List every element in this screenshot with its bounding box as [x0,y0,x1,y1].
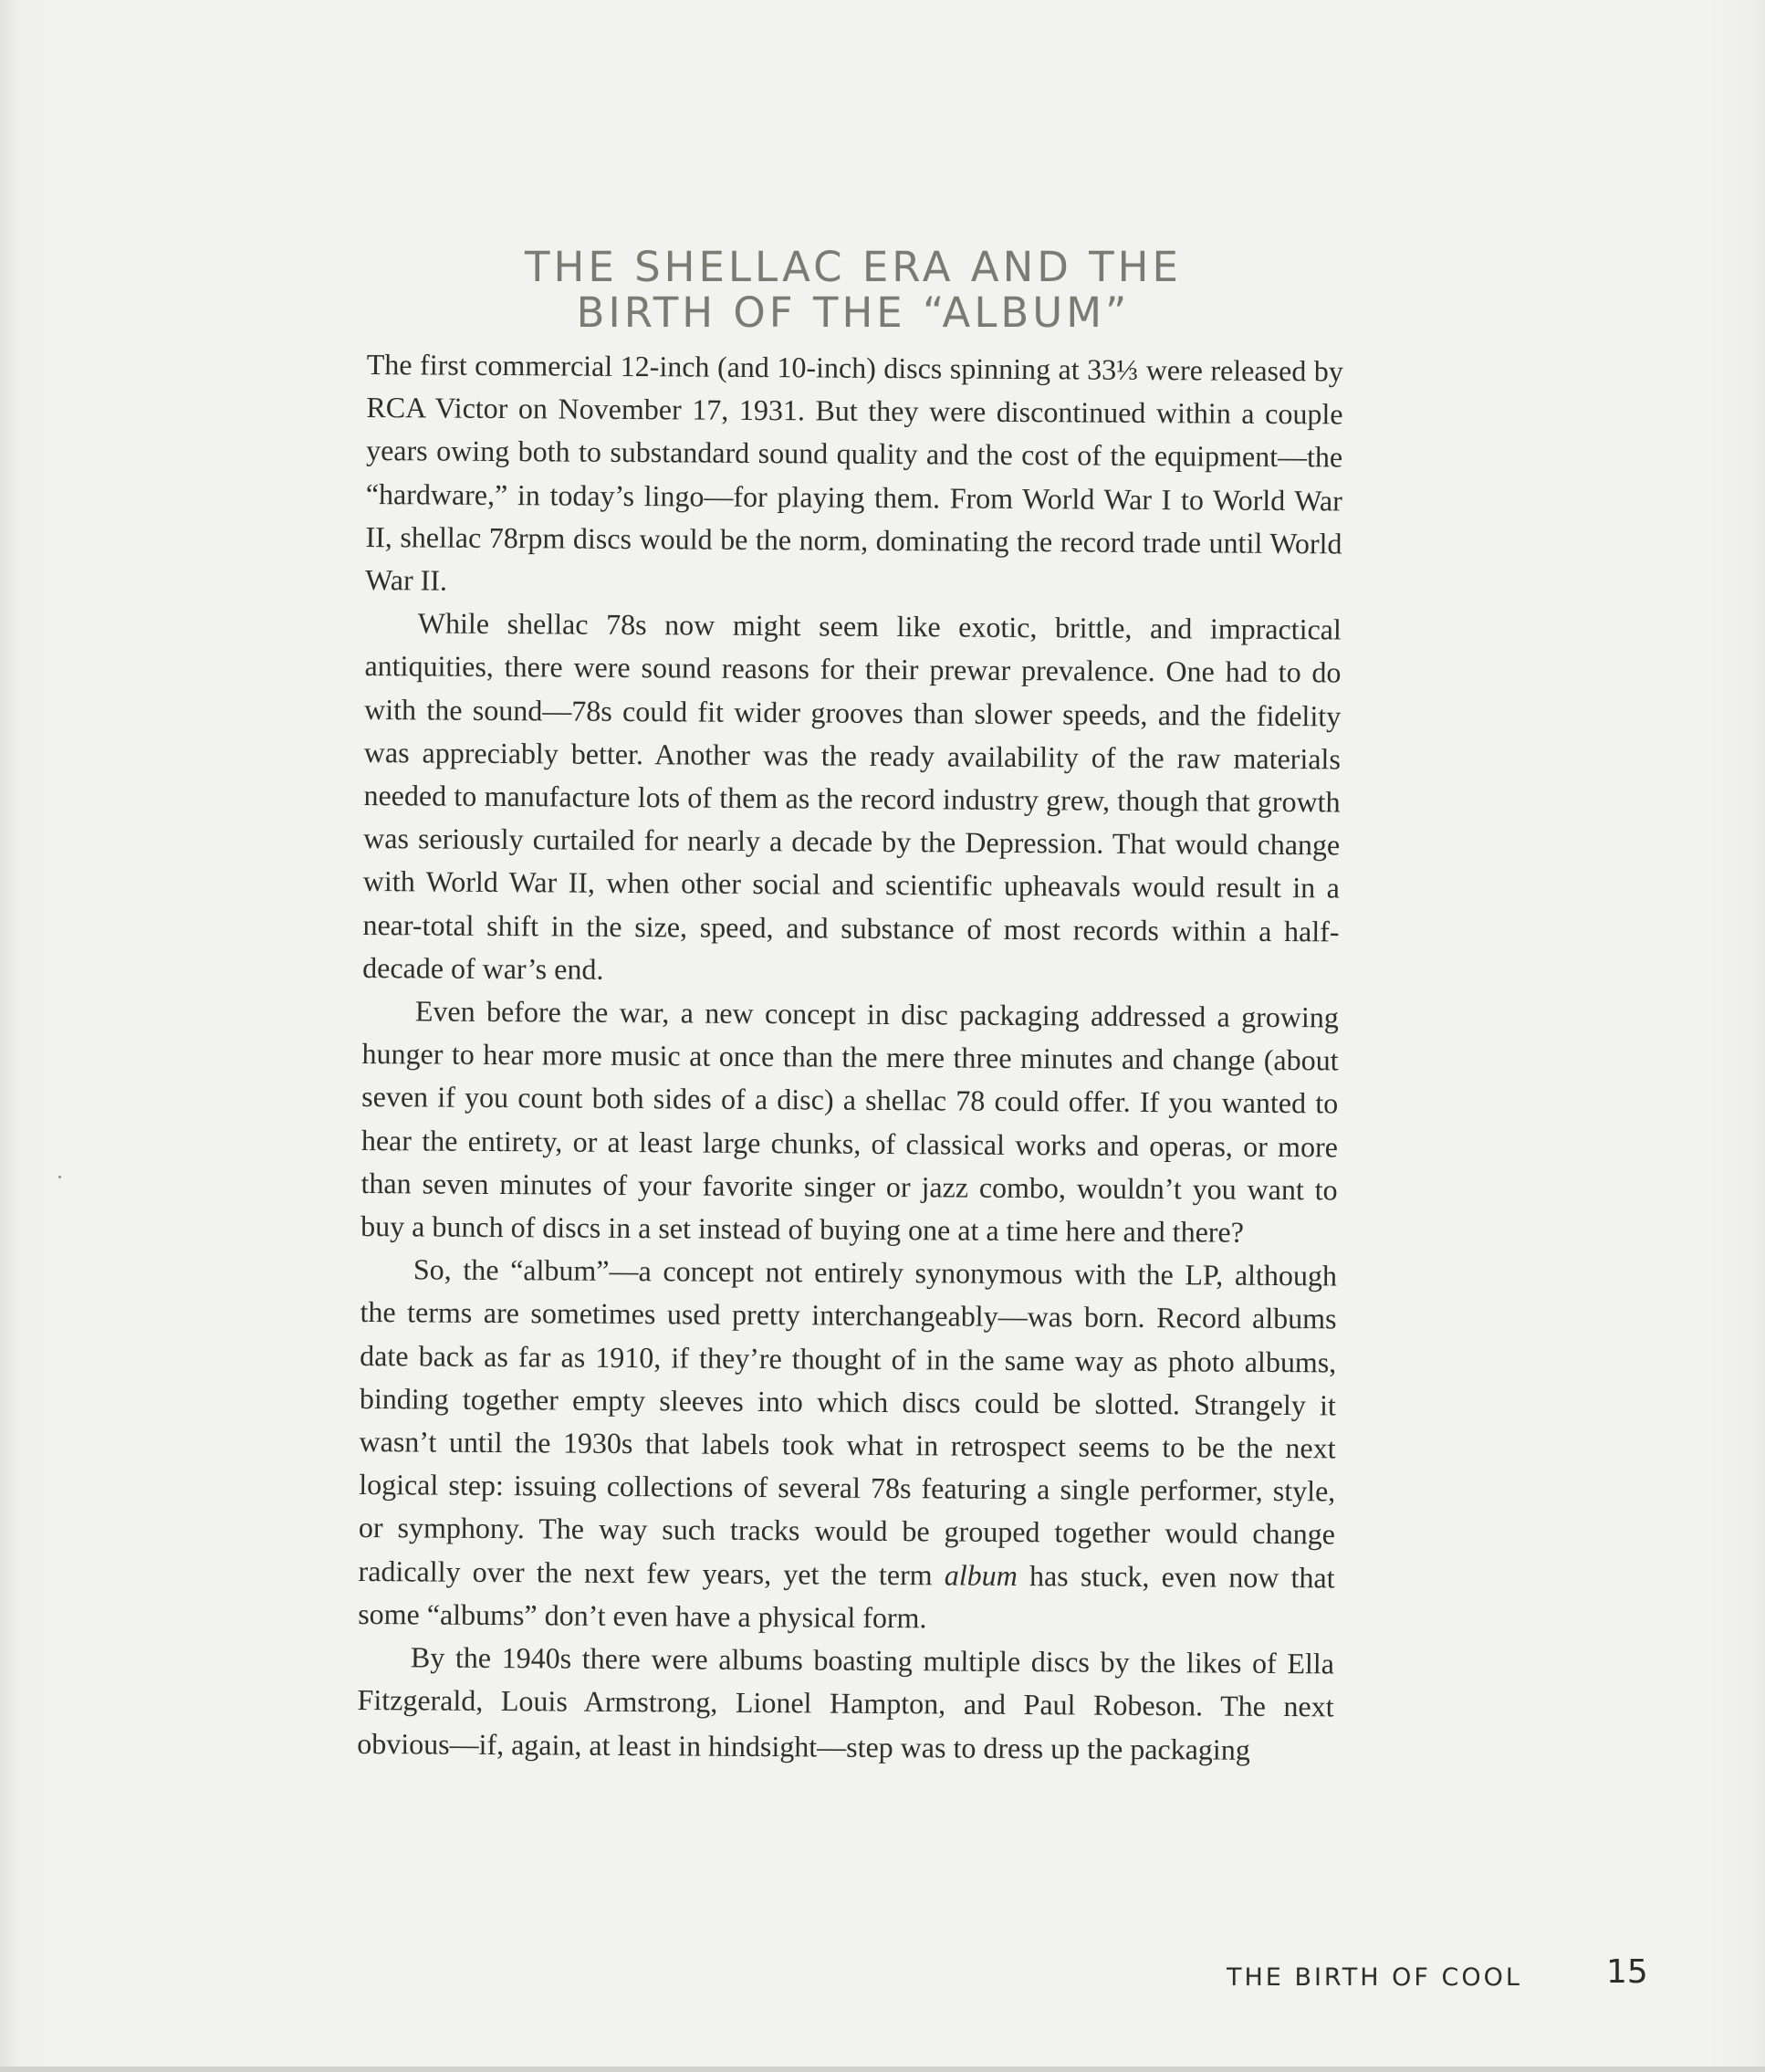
page-number: 15 [1606,1953,1648,1991]
body-text [357,343,1343,1772]
paragraph-5-text: By the 1940s there were albums boasting multiple discs by the likes of Ella Fitzgerald, Louis Armstrong, Lionel Hampton, and Paul Robeson. The next obvious—if, again, at least in hindsight—step was to dress up the packaging [357,1640,1335,1766]
paragraph-3 [360,989,1339,1255]
paragraph-4-text-start: So, the “album”—a concept not entirely synonymous with the LP, although the terms are sometimes used pretty interchangeably—was born. Record albums date back as far as 1910, if they’re thought of in the same way as photo albums, binding together empty sleeves into which discs could be slotted. Strangely it wasn’t until the 1930s that labels took what in retrospect seems to be the next logical step: issuing collections of several 78s featuring a single performer, style, or symphony. The way such tracks would be grouped together would change radically over the next few years, yet the term [358,1252,1338,1592]
paragraph-5 [357,1636,1334,1772]
paper-speck [58,1176,61,1178]
paragraph-2 [362,602,1342,996]
section-heading-line-1: THE SHELLAC ERA AND THE [525,243,1182,291]
paragraph-4-text-end: has stuck, even now that some “albums” don’t even have a physical form. [358,1558,1335,1635]
section-heading [383,245,1323,336]
paragraph-3-text: Even before the war, a new concept in disc packaging addressed a growing hunger to hear more music at once than the mere three minutes and change (about seven if you count both sides of a disc) a shellac 78 could offer. If you wanted to hear the entirety, or at least large chunks, of classical works and operas, or more than seven minutes of your favorite singer or jazz combo, wouldn’t you want to buy a bunch of discs in a set instead of buying one at a time here and there? [360,994,1339,1249]
page-bottom-edge [0,2067,1765,2072]
section-heading-line-2: BIRTH OF THE “ALBUM” [576,288,1131,337]
running-head: THE BIRTH OF COOL [1227,1963,1522,1992]
paragraph-1 [365,343,1343,609]
paragraph-1-text: The first commercial 12-inch (and 10-inch) discs spinning at 33⅓ were released by RCA Victor on November 17, 1931. But they were discontinued within a couple years owing both to substandard sound quality and the cost of the equipment—the “hardware,” in today’s lingo—for playing them. From World War I to World War II, shellac 78rpm discs would be the norm, dominating the record trade until World War II. [365,347,1343,597]
paragraph-4 [358,1248,1337,1642]
italic-album-term: album [944,1558,1018,1592]
paragraph-2-text: While shellac 78s now might seem like exotic, brittle, and impractical antiquities, there were sound reasons for their prewar prevalence. One had to do with the sound—78s could fit wider grooves than slower speeds, and the fidelity was appreciably better. Another was the ready availability of the raw materials needed to manufacture lots of them as the record industry grew, though that growth was seriously curtailed for nearly a decade by the Depression. That would change with World War II, when other social and scientific upheavals would result in a near-total shift in the size, speed, and substance of most records within a half-decade of war’s end. [362,606,1342,986]
